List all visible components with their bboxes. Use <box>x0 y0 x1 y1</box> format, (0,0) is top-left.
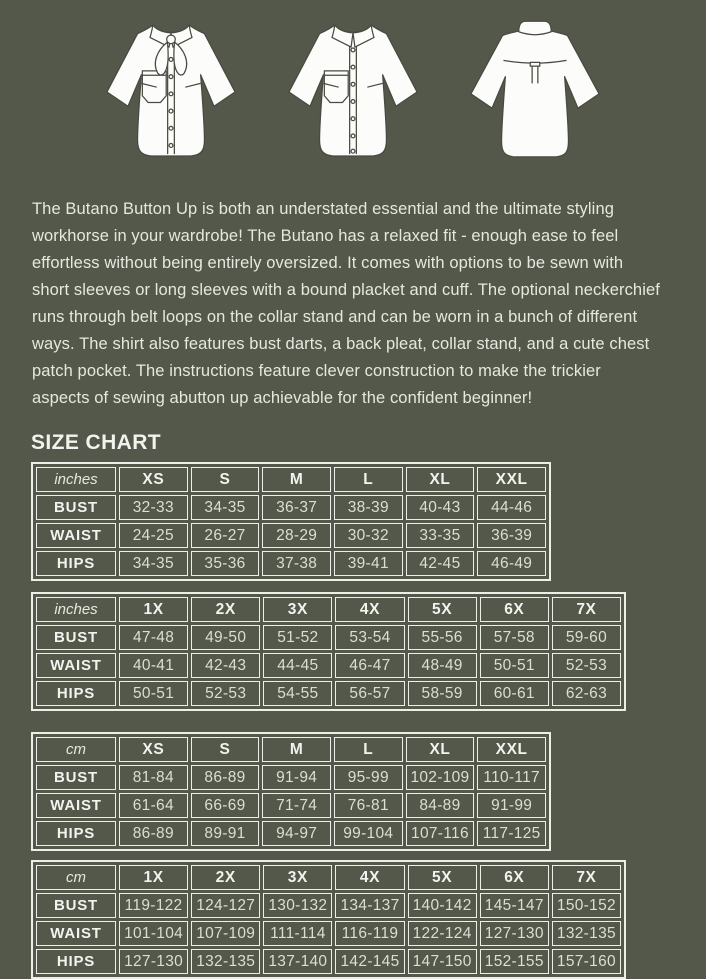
table-row <box>36 523 546 548</box>
measurement-row-label: WAIST <box>36 523 116 548</box>
size-value-cell: 38-39 <box>334 495 403 520</box>
table-row <box>36 765 546 790</box>
size-column-header: S <box>191 737 260 762</box>
size-value-cell: 36-39 <box>477 523 546 548</box>
size-value-cell: 61-64 <box>119 793 188 818</box>
size-value-cell: 132-135 <box>552 921 621 946</box>
size-value-cell: 62-63 <box>552 681 621 706</box>
measurement-row-label: WAIST <box>36 653 116 678</box>
size-value-cell: 34-35 <box>191 495 260 520</box>
description <box>32 196 706 412</box>
size-value-cell: 56-57 <box>335 681 404 706</box>
measurement-row-label: HIPS <box>36 949 116 974</box>
size-column-header: 1X <box>119 597 188 622</box>
size-column-header: XXL <box>477 467 546 492</box>
size-value-cell: 116-119 <box>335 921 404 946</box>
size-value-cell: 52-53 <box>191 681 260 706</box>
size-value-cell: 39-41 <box>334 551 403 576</box>
size-table-cm-standard <box>31 732 706 851</box>
size-value-cell: 26-27 <box>191 523 260 548</box>
size-table <box>31 860 626 979</box>
measurement-row-label: HIPS <box>36 681 116 706</box>
description-line: The Butano Button Up is both an understated essential and the ultimate styling <box>32 200 614 218</box>
size-value-cell: 55-56 <box>408 625 477 650</box>
size-column-header: 4X <box>335 865 404 890</box>
size-value-cell: 91-94 <box>262 765 331 790</box>
size-value-cell: 102-109 <box>406 765 475 790</box>
size-value-cell: 59-60 <box>552 625 621 650</box>
size-value-cell: 110-117 <box>477 765 546 790</box>
size-value-cell: 44-45 <box>263 653 332 678</box>
size-value-cell: 124-127 <box>191 893 260 918</box>
size-value-cell: 54-55 <box>263 681 332 706</box>
size-value-cell: 137-140 <box>263 949 332 974</box>
size-value-cell: 28-29 <box>262 523 331 548</box>
table-row <box>36 495 546 520</box>
size-value-cell: 134-137 <box>335 893 404 918</box>
size-value-cell: 71-74 <box>262 793 331 818</box>
size-value-cell: 52-53 <box>552 653 621 678</box>
measurement-row-label: BUST <box>36 765 116 790</box>
size-column-header: 5X <box>408 865 477 890</box>
size-column-header: 7X <box>552 865 621 890</box>
size-value-cell: 34-35 <box>119 551 188 576</box>
size-value-cell: 66-69 <box>191 793 260 818</box>
size-value-cell: 53-54 <box>335 625 404 650</box>
size-value-cell: 127-130 <box>480 921 549 946</box>
size-value-cell: 42-45 <box>406 551 475 576</box>
size-value-cell: 89-91 <box>191 821 260 846</box>
unit-label: cm <box>36 865 116 890</box>
size-value-cell: 32-33 <box>119 495 188 520</box>
size-column-header: 2X <box>191 865 260 890</box>
measurement-row-label: WAIST <box>36 921 116 946</box>
size-value-cell: 40-41 <box>119 653 188 678</box>
shirt-back-illustration <box>449 6 621 176</box>
size-column-header: 2X <box>191 597 260 622</box>
size-value-cell: 58-59 <box>408 681 477 706</box>
size-column-header: L <box>334 467 403 492</box>
size-value-cell: 40-43 <box>406 495 475 520</box>
size-value-cell: 60-61 <box>480 681 549 706</box>
size-column-header: XXL <box>477 737 546 762</box>
size-value-cell: 145-147 <box>480 893 549 918</box>
size-column-header: 6X <box>480 865 549 890</box>
description-line: patch pocket. The instructions feature clever construction to make the trickier <box>32 362 601 380</box>
unit-label: inches <box>36 597 116 622</box>
size-value-cell: 140-142 <box>408 893 477 918</box>
size-value-cell: 127-130 <box>119 949 188 974</box>
size-value-cell: 47-48 <box>119 625 188 650</box>
size-value-cell: 107-109 <box>191 921 260 946</box>
size-table <box>31 462 551 581</box>
table-row <box>36 625 621 650</box>
table-row <box>36 551 546 576</box>
table-row <box>36 893 621 918</box>
size-column-header: M <box>262 737 331 762</box>
collar-stand <box>519 21 551 34</box>
unit-label: cm <box>36 737 116 762</box>
size-value-cell: 51-52 <box>263 625 332 650</box>
size-value-cell: 130-132 <box>263 893 332 918</box>
table-row <box>36 821 546 846</box>
size-column-header: M <box>262 467 331 492</box>
size-value-cell: 35-36 <box>191 551 260 576</box>
description-line: effortless without being entirely oversized. It comes with options to be sewn with <box>32 254 624 272</box>
size-value-cell: 44-46 <box>477 495 546 520</box>
size-column-header: 5X <box>408 597 477 622</box>
description-line: ways. The shirt also features bust darts, a back pleat, collar stand, and a cute chest <box>32 335 650 353</box>
size-value-cell: 46-49 <box>477 551 546 576</box>
size-table-inches-extended <box>31 592 706 711</box>
table-row <box>36 921 621 946</box>
size-value-cell: 49-50 <box>191 625 260 650</box>
size-column-header: 6X <box>480 597 549 622</box>
size-value-cell: 76-81 <box>334 793 403 818</box>
size-value-cell: 99-104 <box>334 821 403 846</box>
size-value-cell: 101-104 <box>119 921 188 946</box>
size-value-cell: 84-89 <box>406 793 475 818</box>
size-table <box>31 732 551 851</box>
table-row <box>36 949 621 974</box>
size-value-cell: 111-114 <box>263 921 332 946</box>
size-value-cell: 46-47 <box>335 653 404 678</box>
shirt-front-neckerchief-illustration <box>85 6 257 176</box>
size-value-cell: 107-116 <box>406 821 475 846</box>
measurement-row-label: BUST <box>36 625 116 650</box>
size-column-header: XL <box>406 737 475 762</box>
size-value-cell: 24-25 <box>119 523 188 548</box>
description-line: workhorse in your wardrobe! The Butano has a relaxed fit - enough ease to feel <box>32 227 619 245</box>
size-value-cell: 150-152 <box>552 893 621 918</box>
size-column-header: 3X <box>263 865 332 890</box>
size-column-header: 7X <box>552 597 621 622</box>
size-table-cm-extended <box>31 860 706 979</box>
size-value-cell: 30-32 <box>334 523 403 548</box>
size-value-cell: 81-84 <box>119 765 188 790</box>
size-value-cell: 132-135 <box>191 949 260 974</box>
size-value-cell: 91-99 <box>477 793 546 818</box>
size-column-header: 1X <box>119 865 188 890</box>
size-value-cell: 57-58 <box>480 625 549 650</box>
size-value-cell: 147-150 <box>408 949 477 974</box>
size-value-cell: 119-122 <box>119 893 188 918</box>
shirt-illustrations-row <box>0 0 706 188</box>
measurement-row-label: WAIST <box>36 793 116 818</box>
size-value-cell: 86-89 <box>119 821 188 846</box>
size-value-cell: 94-97 <box>262 821 331 846</box>
size-value-cell: 50-51 <box>480 653 549 678</box>
size-column-header: XS <box>119 467 188 492</box>
size-value-cell: 33-35 <box>406 523 475 548</box>
description-line: runs through belt loops on the collar stand and can be worn in a bunch of different <box>32 308 638 326</box>
table-row <box>36 793 546 818</box>
size-column-header: S <box>191 467 260 492</box>
size-column-header: XS <box>119 737 188 762</box>
size-value-cell: 117-125 <box>477 821 546 846</box>
size-column-header: 3X <box>263 597 332 622</box>
size-value-cell: 36-37 <box>262 495 331 520</box>
size-value-cell: 50-51 <box>119 681 188 706</box>
table-row <box>36 681 621 706</box>
size-value-cell: 142-145 <box>335 949 404 974</box>
unit-label: inches <box>36 467 116 492</box>
size-column-header: L <box>334 737 403 762</box>
size-table-inches-standard <box>31 462 706 581</box>
size-column-header: 4X <box>335 597 404 622</box>
size-value-cell: 122-124 <box>408 921 477 946</box>
measurement-row-label: BUST <box>36 893 116 918</box>
measurement-row-label: BUST <box>36 495 116 520</box>
description-line: short sleeves or long sleeves with a bound placket and cuff. The optional neckerchief <box>32 281 660 299</box>
measurement-row-label: HIPS <box>36 821 116 846</box>
shirt-front-button-illustration <box>267 6 439 176</box>
table-row <box>36 653 621 678</box>
size-value-cell: 48-49 <box>408 653 477 678</box>
size-table <box>31 592 626 711</box>
size-value-cell: 37-38 <box>262 551 331 576</box>
size-chart-title: SIZE CHART <box>31 431 161 454</box>
size-value-cell: 157-160 <box>552 949 621 974</box>
size-value-cell: 42-43 <box>191 653 260 678</box>
size-value-cell: 152-155 <box>480 949 549 974</box>
size-value-cell: 95-99 <box>334 765 403 790</box>
size-column-header: XL <box>406 467 475 492</box>
measurement-row-label: HIPS <box>36 551 116 576</box>
size-value-cell: 86-89 <box>191 765 260 790</box>
description-line: aspects of sewing abutton up achievable for the confident beginner! <box>32 389 533 407</box>
